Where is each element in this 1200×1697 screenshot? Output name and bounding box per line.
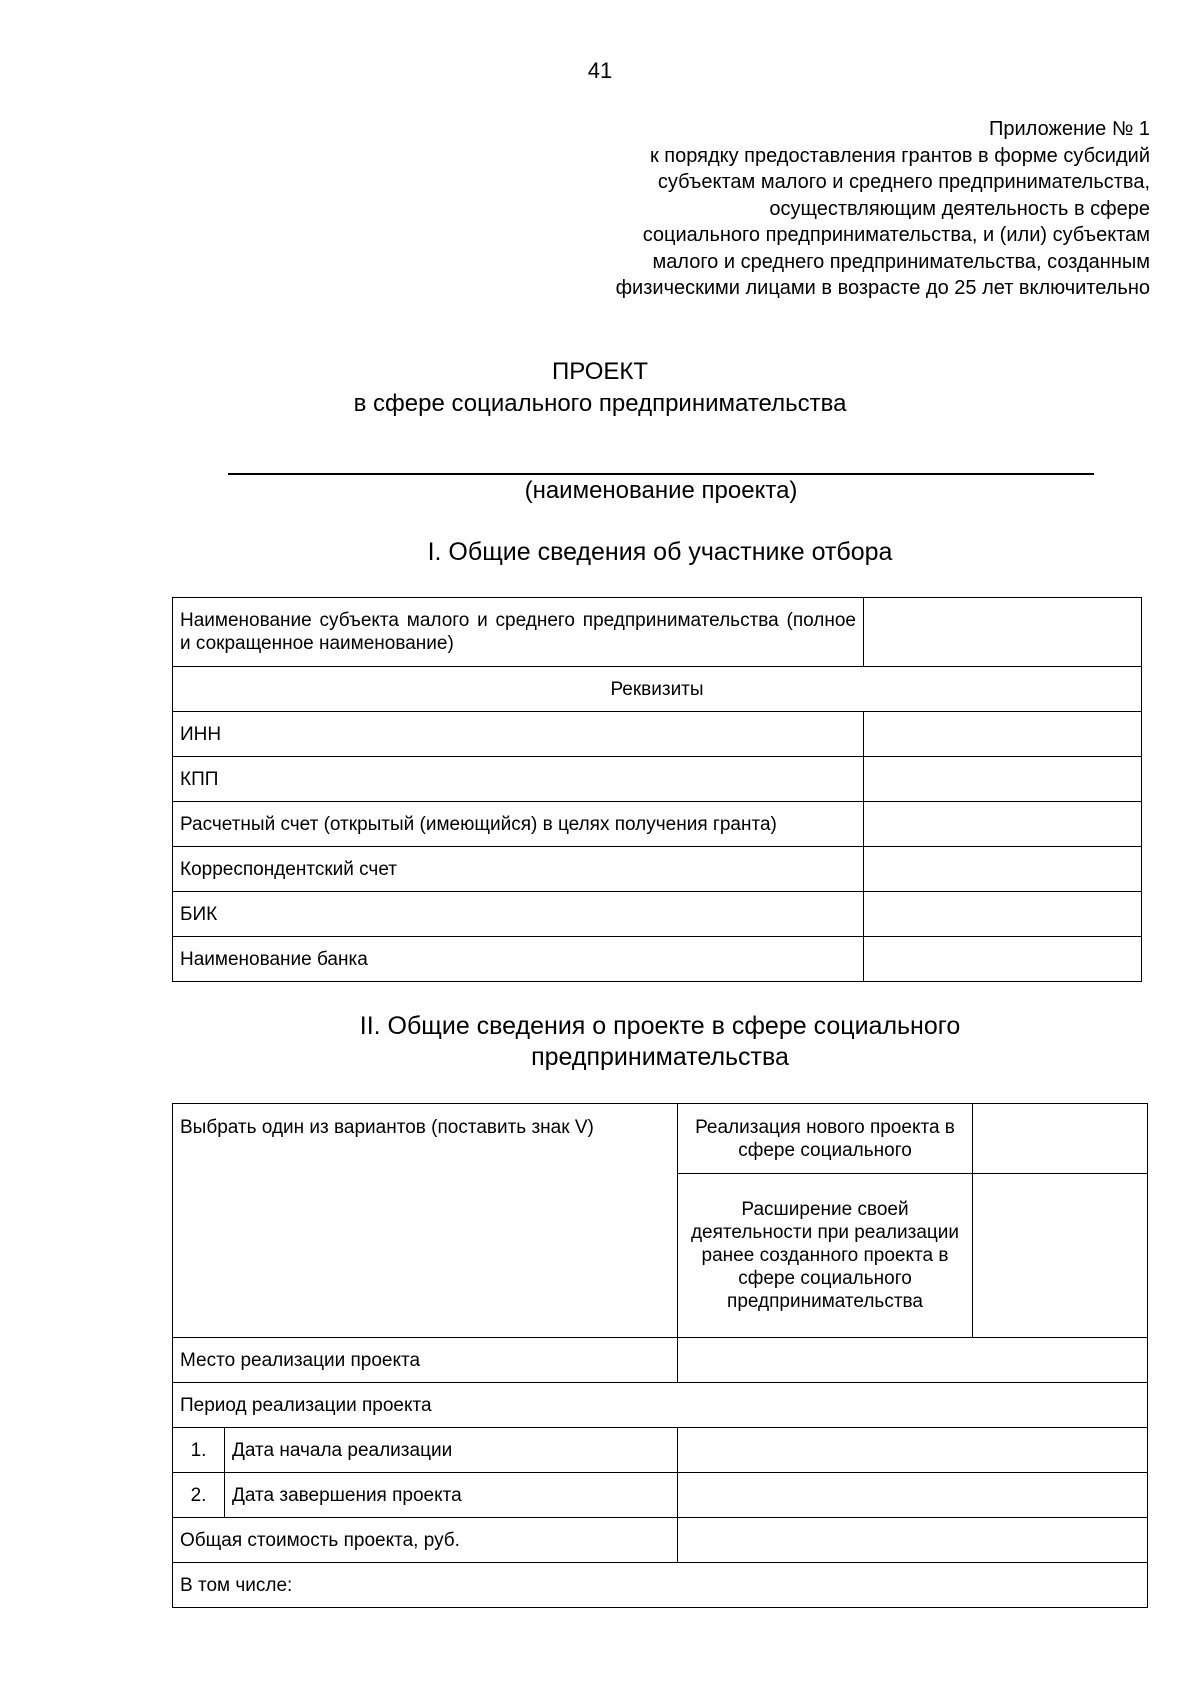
option-new-project-label: Реализация нового проекта в сфере социального [678, 1104, 973, 1174]
table-row [173, 712, 1142, 757]
table-row [173, 937, 1142, 982]
section1-heading: I. Общие сведения об участнике отбора [427, 538, 893, 566]
settlement-account-value-cell[interactable] [864, 802, 1142, 847]
period-item-number: 1. [173, 1428, 225, 1473]
option-expansion-mark-cell[interactable] [973, 1174, 1148, 1338]
appendix-line: социального предпринимательства, и (или) субъектам [642, 224, 1150, 246]
appendix-block [616, 116, 1150, 302]
section2-heading [0, 1011, 1200, 1073]
entity-name-label: Наименование субъекта малого и среднего предпринимательства (полное и сокращенное наименование) [173, 598, 864, 667]
participant-info-table [172, 597, 1142, 982]
table-row [173, 1473, 1148, 1518]
appendix-line: к порядку предоставления грантов в форме субсидий [649, 144, 1150, 167]
appendix-line: осуществляющим деятельность в сфере [769, 197, 1150, 220]
table-row [173, 1383, 1148, 1428]
table-row [173, 667, 1142, 712]
correspondent-account-value-cell[interactable] [864, 847, 1142, 892]
table-row [173, 847, 1142, 892]
page-number: 41 [587, 58, 613, 83]
inn-label: ИНН [173, 712, 864, 757]
title-line-2: в сфере социального предпринимательства [353, 390, 847, 417]
appendix-line: физическими лицами в возрасте до 25 лет включительно [615, 277, 1150, 299]
table-row [173, 598, 1142, 667]
bank-name-label: Наименование банка [173, 937, 864, 982]
project-name-caption: (наименование проекта) [524, 477, 798, 504]
table-row [173, 1338, 1148, 1383]
section2-heading-line-2: предпринимательства [531, 1043, 789, 1071]
bik-label: БИК [173, 892, 864, 937]
period-item-number: 2. [173, 1473, 225, 1518]
correspondent-account-label: Корреспондентский счет [173, 847, 864, 892]
document-title [0, 356, 1200, 420]
bank-name-value-cell[interactable] [864, 937, 1142, 982]
title-line-1: ПРОЕКТ [551, 358, 649, 385]
project-info-table [172, 1103, 1148, 1608]
appendix-line: субъектам малого и среднего предпринимательства, [657, 171, 1150, 193]
start-date-label: Дата начала реализации [225, 1428, 678, 1473]
requisites-header: Реквизиты [173, 667, 1142, 712]
end-date-value-cell[interactable] [678, 1473, 1148, 1518]
option-expansion-label: Расширение своей деятельности при реализации ранее созданного проекта в сфере социального предпринимательства [678, 1174, 973, 1338]
table-row [173, 1518, 1148, 1563]
appendix-line: Приложение № 1 [989, 118, 1150, 140]
table-row [173, 1563, 1148, 1608]
table-row [173, 757, 1142, 802]
section2-heading-line-1: II. Общие сведения о проекте в сфере социального [359, 1012, 961, 1040]
choose-option-label: Выбрать один из вариантов (поставить знак V) [173, 1104, 678, 1338]
kpp-value-cell[interactable] [864, 757, 1142, 802]
kpp-label: КПП [173, 757, 864, 802]
settlement-account-label: Расчетный счет (открытый (имеющийся) в целях получения гранта) [173, 802, 864, 847]
appendix-line: малого и среднего предпринимательства, созданным [652, 250, 1150, 273]
place-value-cell[interactable] [678, 1338, 1148, 1383]
inn-value-cell[interactable] [864, 712, 1142, 757]
end-date-label: Дата завершения проекта [225, 1473, 678, 1518]
start-date-value-cell[interactable] [678, 1428, 1148, 1473]
table-row [173, 892, 1142, 937]
entity-name-value-cell[interactable] [864, 598, 1142, 667]
table-row [173, 1104, 1148, 1174]
table-row [173, 1428, 1148, 1473]
total-cost-value-cell[interactable] [678, 1518, 1148, 1563]
bik-value-cell[interactable] [864, 892, 1142, 937]
period-label: Период реализации проекта [173, 1383, 1148, 1428]
table-row [173, 802, 1142, 847]
total-cost-label: Общая стоимость проекта, руб. [173, 1518, 678, 1563]
option-new-project-mark-cell[interactable] [973, 1104, 1148, 1174]
project-name-field[interactable] [228, 473, 1094, 475]
including-label: В том числе: [173, 1563, 1148, 1608]
place-label: Место реализации проекта [173, 1338, 678, 1383]
